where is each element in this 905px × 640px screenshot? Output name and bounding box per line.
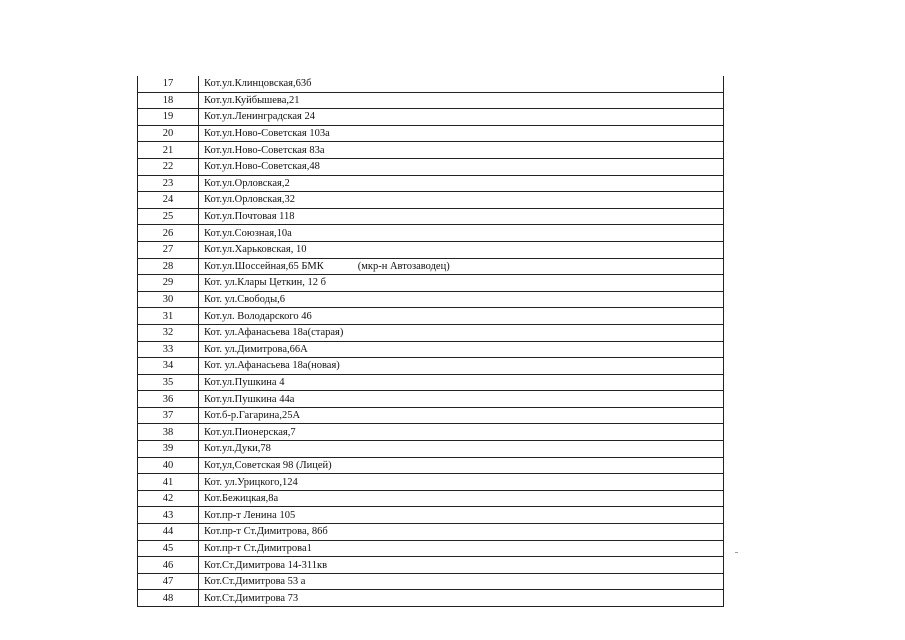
row-number: 24	[138, 192, 199, 209]
row-address-cell	[199, 125, 724, 142]
row-number: 37	[138, 407, 199, 424]
row-address: Кот.ул.Ново-Советская 83а	[204, 144, 325, 156]
row-address: Кот.б-р.Гагарина,25А	[204, 410, 301, 422]
row-address-cell	[199, 507, 724, 524]
row-address: Кот. ул.Димитрова,66А	[204, 343, 308, 355]
table-row	[138, 358, 724, 375]
row-address-cell	[199, 192, 724, 209]
row-address-cell	[199, 374, 724, 391]
table-row	[138, 76, 724, 92]
row-address: Кот.пр-т Ст.Димитрова1	[204, 542, 312, 554]
row-address: Кот.ул.Куйбышева,21	[204, 94, 300, 106]
row-number: 20	[138, 125, 199, 142]
row-address: Кот.ул.Ново-Советская,48	[204, 161, 320, 173]
row-address: Кот.ул.Харьковская, 10	[204, 244, 307, 256]
row-address-cell	[199, 258, 724, 275]
row-address: Кот. ул.Урицкого,124	[204, 476, 298, 488]
row-address-cell	[199, 557, 724, 574]
row-address: Кот,ул,Советская 98 (Лицей)	[204, 459, 332, 471]
row-address: Кот.ул. Володарского 46	[204, 310, 312, 322]
table-row	[138, 474, 724, 491]
row-number: 41	[138, 474, 199, 491]
address-table-body	[138, 76, 724, 607]
table-row	[138, 109, 724, 126]
row-number: 32	[138, 324, 199, 341]
row-number: 27	[138, 241, 199, 258]
row-number: 39	[138, 441, 199, 458]
row-address-cell	[199, 573, 724, 590]
table-row	[138, 92, 724, 109]
row-number: 17	[138, 76, 199, 92]
table-row	[138, 424, 724, 441]
row-address: Кот.Ст.Димитрова 53 а	[204, 576, 306, 588]
row-address-cell	[199, 225, 724, 242]
row-address: Кот.Ст.Димитрова 14-311кв	[204, 559, 328, 571]
row-address-cell	[199, 590, 724, 607]
row-number: 31	[138, 308, 199, 325]
row-address-cell	[199, 308, 724, 325]
row-address: Кот. ул.Афанасьева 18а(старая)	[204, 327, 344, 339]
row-address: Кот.ул.Орловская,2	[204, 177, 290, 189]
row-number: 45	[138, 540, 199, 557]
table-row	[138, 192, 724, 209]
row-address: Кот.ул.Ленинградская 24	[204, 111, 316, 123]
row-address: Кот. ул.Свободы,6	[204, 294, 285, 306]
table-row	[138, 225, 724, 242]
row-address: Кот.ул.Клинцовская,63б	[204, 78, 312, 90]
row-address: Кот.ул.Почтовая 118	[204, 211, 295, 223]
row-address-cell	[199, 208, 724, 225]
address-table	[137, 76, 724, 607]
row-number: 28	[138, 258, 199, 275]
row-number: 35	[138, 374, 199, 391]
row-number: 25	[138, 208, 199, 225]
table-row	[138, 407, 724, 424]
row-number: 42	[138, 490, 199, 507]
row-number: 23	[138, 175, 199, 192]
row-number: 40	[138, 457, 199, 474]
row-number: 44	[138, 524, 199, 541]
table-row	[138, 507, 724, 524]
row-address-cell	[199, 175, 724, 192]
row-number: 47	[138, 573, 199, 590]
table-row	[138, 125, 724, 142]
row-number: 22	[138, 158, 199, 175]
table-row	[138, 324, 724, 341]
row-address: Кот. ул.Клары Цеткин, 12 б	[204, 277, 327, 289]
table-row	[138, 391, 724, 408]
row-address-cell	[199, 474, 724, 491]
row-address-note: (мкр-н Автозаводец)	[357, 260, 450, 272]
table-row	[138, 142, 724, 159]
row-address: Кот.ул.Пионерская,7	[204, 426, 296, 438]
row-address-cell	[199, 92, 724, 109]
scan-speck	[735, 552, 738, 553]
table-row	[138, 490, 724, 507]
row-address: Кот.ул.Союзная,10а	[204, 227, 292, 239]
table-row	[138, 241, 724, 258]
row-number: 26	[138, 225, 199, 242]
row-address-cell	[199, 424, 724, 441]
row-address-cell	[199, 76, 724, 92]
row-address-cell	[199, 391, 724, 408]
table-row	[138, 175, 724, 192]
table-row	[138, 275, 724, 292]
row-address-cell	[199, 524, 724, 541]
row-number: 33	[138, 341, 199, 358]
row-address-cell	[199, 540, 724, 557]
row-number: 18	[138, 92, 199, 109]
table-row	[138, 590, 724, 607]
row-address: Кот. ул.Афанасьева 18а(новая)	[204, 360, 340, 372]
row-address: Кот.пр-т Ленина 105	[204, 509, 296, 521]
table-row	[138, 374, 724, 391]
row-number: 19	[138, 109, 199, 126]
address-table-container	[137, 76, 724, 607]
row-address-cell	[199, 441, 724, 458]
table-row	[138, 308, 724, 325]
row-number: 29	[138, 275, 199, 292]
row-address: Кот.ул.Дуки,78	[204, 443, 271, 455]
row-address: Кот.Ст.Димитрова 73	[204, 592, 299, 604]
row-address-cell	[199, 358, 724, 375]
row-address-cell	[199, 241, 724, 258]
table-row	[138, 573, 724, 590]
row-address: Кот.ул.Пушкина 44а	[204, 393, 295, 405]
table-row	[138, 457, 724, 474]
row-number: 43	[138, 507, 199, 524]
row-number: 34	[138, 358, 199, 375]
table-row	[138, 540, 724, 557]
row-address: Кот.Бежицкая,8а	[204, 493, 279, 505]
row-address-cell	[199, 341, 724, 358]
row-number: 30	[138, 291, 199, 308]
row-address: Кот.пр-т Ст.Димитрова, 86б	[204, 526, 328, 538]
row-number: 38	[138, 424, 199, 441]
row-address-cell	[199, 490, 724, 507]
table-row	[138, 557, 724, 574]
table-row	[138, 158, 724, 175]
table-row	[138, 291, 724, 308]
row-address-cell	[199, 109, 724, 126]
row-address: Кот.ул.Орловская,32	[204, 194, 295, 206]
row-address-cell	[199, 275, 724, 292]
row-address-cell	[199, 457, 724, 474]
table-row	[138, 524, 724, 541]
table-row	[138, 341, 724, 358]
table-row	[138, 208, 724, 225]
row-address: Кот.ул.Шоссейная,65 БМК	[204, 260, 324, 272]
row-address: Кот.ул.Ново-Советская 103а	[204, 128, 330, 140]
row-address-cell	[199, 142, 724, 159]
row-number: 48	[138, 590, 199, 607]
row-number: 21	[138, 142, 199, 159]
row-address: Кот.ул.Пушкина 4	[204, 376, 285, 388]
row-address-cell	[199, 407, 724, 424]
table-row	[138, 258, 724, 275]
row-address-cell	[199, 158, 724, 175]
row-number: 36	[138, 391, 199, 408]
row-address-cell	[199, 324, 724, 341]
table-row	[138, 441, 724, 458]
row-address-cell	[199, 291, 724, 308]
row-number: 46	[138, 557, 199, 574]
